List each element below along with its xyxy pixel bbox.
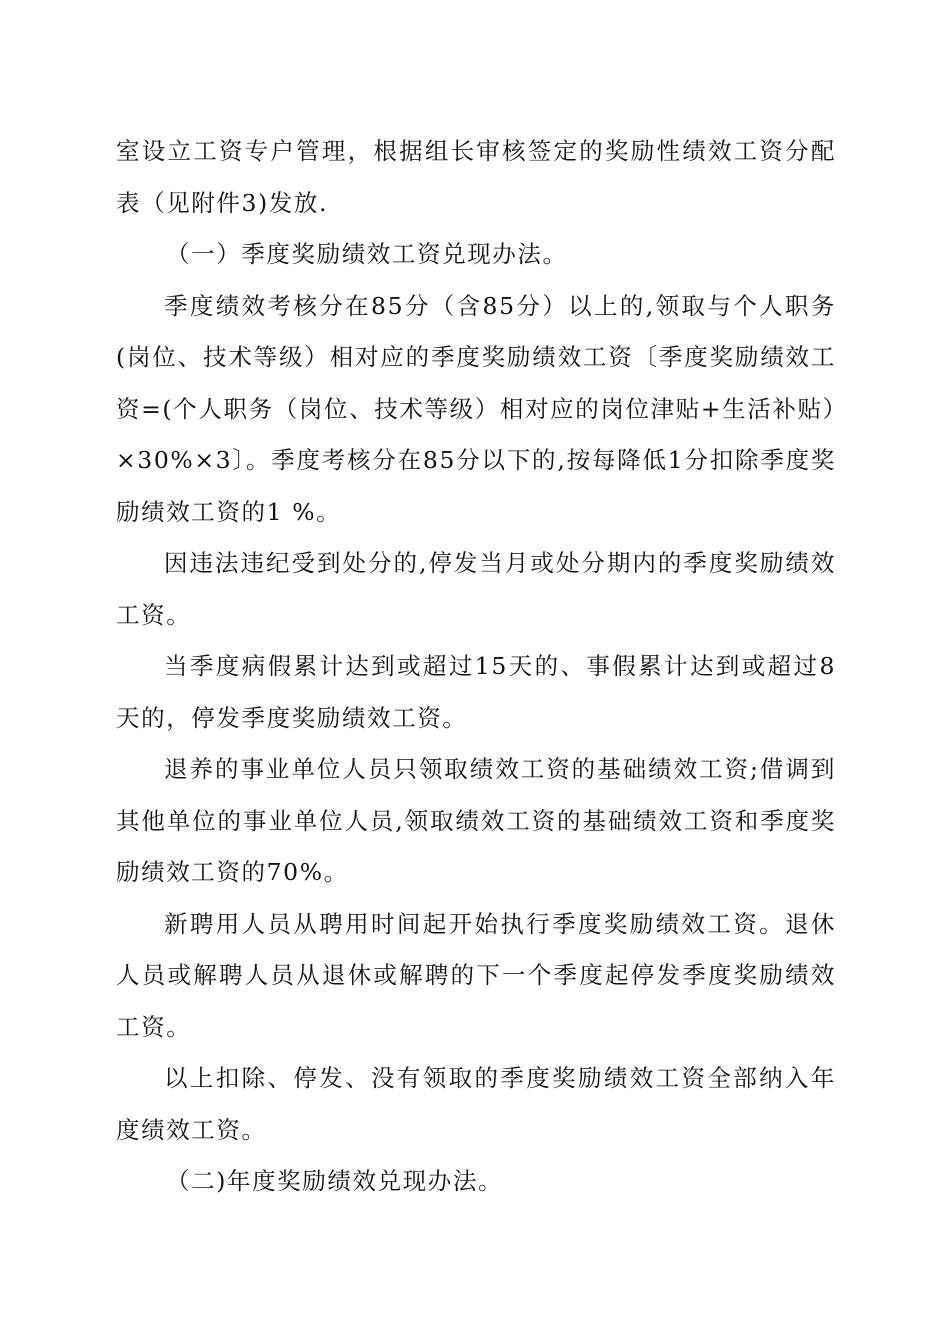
paragraph-new-hires: 新聘用人员从聘用时间起开始执行季度奖励绩效工资。退休人员或解聘人员从退休或解聘的下一个季度起停发季度奖励绩效工资。 bbox=[116, 909, 836, 1041]
paragraph-leave: 当季度病假累计达到或超过15天的、事假累计达到或超过8天的，停发季度奖励绩效工资。 bbox=[116, 652, 836, 732]
section-heading-quarterly: （一）季度奖励绩效工资兑现办法。 bbox=[166, 240, 568, 268]
paragraph-retired-seconded: 退养的事业单位人员只领取绩效工资的基础绩效工资;借调到其他单位的事业单位人员,领取绩效工资的基础绩效工资和季度奖励绩效工资的70%。 bbox=[116, 755, 836, 886]
paragraph-deductions: 以上扣除、停发、没有领取的季度奖励绩效工资全部纳入年度绩效工资。 bbox=[116, 1064, 836, 1144]
paragraph-disciplinary: 因违法违纪受到处分的,停发当月或处分期内的季度奖励绩效工资。 bbox=[116, 549, 836, 629]
document-body bbox=[116, 126, 836, 1208]
section-heading-annual: （二)年度奖励绩效兑现办法。 bbox=[166, 1167, 504, 1195]
paragraph-continuation: 室设立工资专户管理，根据组长审核签定的奖励性绩效工资分配表（见附件3)发放. bbox=[116, 137, 836, 217]
paragraph-quarterly-score: 季度绩效考核分在85分（含85分）以上的,领取与个人职务(岗位、技术等级）相对应的季度奖励绩效工资〔季度奖励绩效工资=(个人职务（岗位、技术等级）相对应的岗位津贴+生活补贴）×30%×3〕。季度考核分在85分以下的,按每降低1分扣除季度奖励绩效工资的1 %。 bbox=[116, 291, 836, 526]
